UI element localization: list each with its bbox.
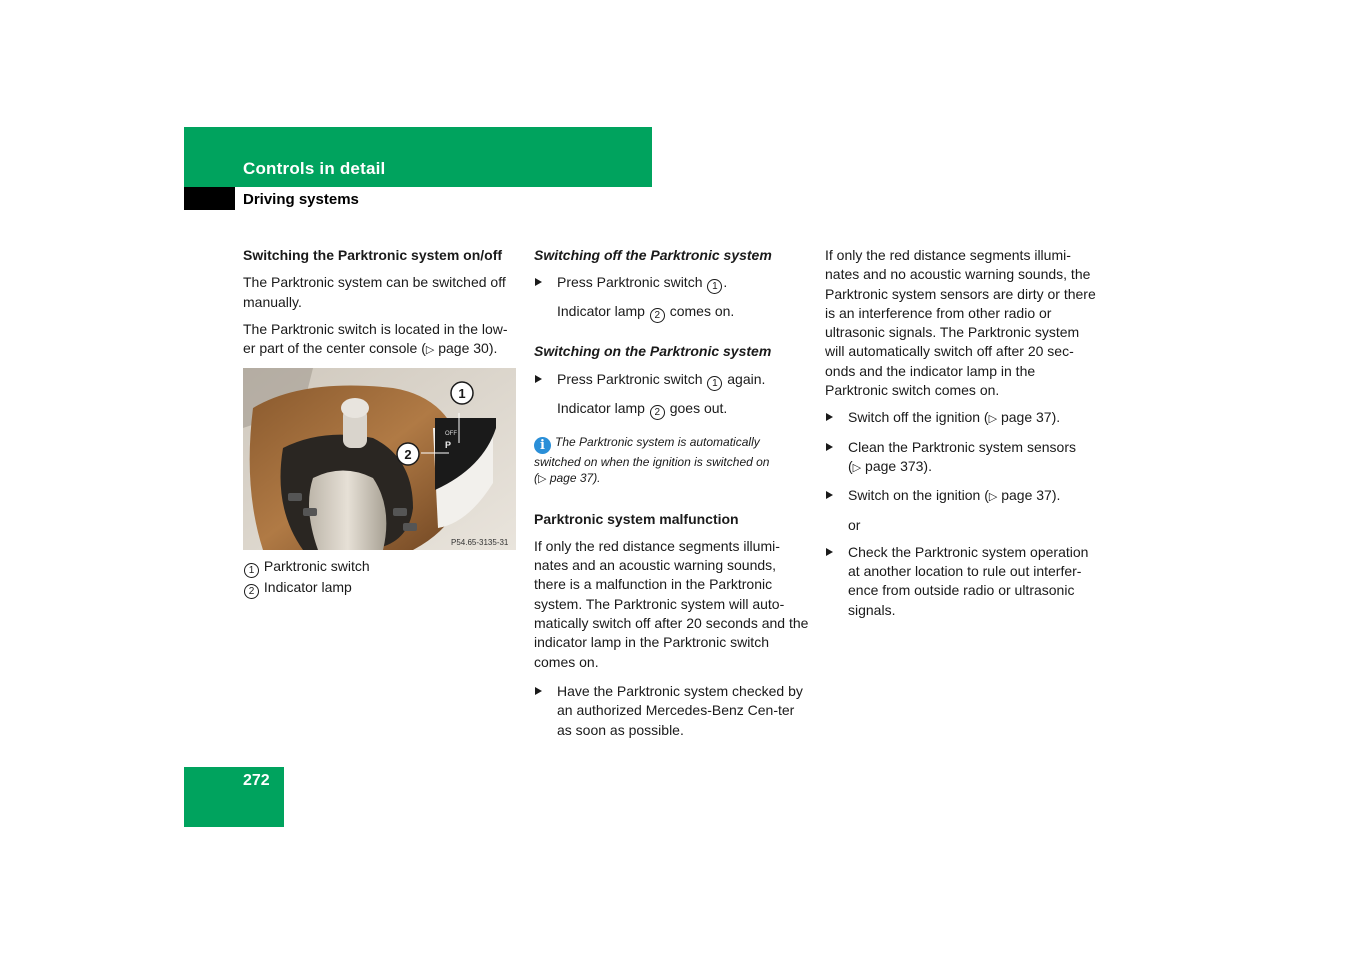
page-ref: page 37).: [1001, 487, 1061, 504]
info-note: [534, 434, 809, 488]
result-text: Indicator lamp: [557, 399, 645, 416]
step-text: Press Parktronic switch: [557, 370, 703, 387]
triangle-ref-icon: ▷: [425, 344, 435, 357]
legend-item: [243, 557, 518, 578]
paragraph-text: The Parktronic switch is located in the low-er part of the center console (: [243, 320, 508, 357]
bullet-arrow-icon: [826, 491, 833, 499]
ref-number: 2: [650, 405, 665, 420]
bullet-arrow-icon: [535, 278, 542, 286]
callout-2: 2: [404, 447, 412, 463]
note-text: The Parktronic system is automatically switched on when the ignition is switched on (: [534, 434, 770, 486]
step-text: Clean the Parktronic system sensors (: [848, 438, 1076, 474]
bullet-arrow-icon: [826, 548, 833, 556]
step-text: Press Parktronic switch: [557, 274, 703, 291]
heading-switching-off: Switching off the Parktronic system: [534, 247, 772, 263]
step-text: Switch on the ignition (: [848, 487, 989, 504]
bullet-arrow-icon: [535, 375, 542, 383]
step-text: Have the Parktronic system checked by an authorized Mercedes-Benz Cen-ter as soon as possible.: [557, 682, 803, 738]
callout-1: 1: [458, 386, 466, 402]
paragraph-malfunction: If only the red distance segments illumi-nates and an acoustic warning sounds, there is a malfunction in the Parktronic system. The Parktronic system will auto-matically switch off after 20 seconds and the indicator lamp in the Parktronic switch comes on.: [534, 537, 809, 670]
step-text: Switch off the ignition (: [848, 409, 989, 426]
legend-text: Parktronic switch: [263, 558, 370, 575]
chapter-title: Controls in detail: [243, 159, 386, 178]
page-number: 272: [243, 772, 270, 789]
step-ignition-off: [825, 408, 1100, 429]
result-lamp-on: [534, 302, 809, 323]
switch-off-label: OFF: [445, 431, 457, 438]
step-clean-sensors: [825, 438, 1100, 479]
step-text: Check the Parktronic system operation at another location to rule out interfer-ence from outside radio or ultrasonic signals.: [848, 543, 1089, 618]
heading-switching-on: Switching on the Parktronic system: [534, 343, 772, 360]
ref-number: 2: [650, 308, 665, 323]
legend-number: 1: [244, 563, 259, 578]
step-ignition-on: [825, 486, 1100, 507]
heading-switching-on-off: Switching the Parktronic system on/off: [243, 247, 503, 263]
or-text: or: [848, 516, 861, 533]
paragraph-switch-location: [243, 320, 518, 361]
page-ref: page 37).: [1000, 409, 1061, 426]
bullet-arrow-icon: [826, 443, 833, 451]
step-text: again.: [727, 370, 766, 387]
result-text: comes on.: [669, 303, 735, 320]
ref-number: 1: [707, 376, 722, 391]
result-lamp-off: [534, 399, 809, 420]
page-ref: page 30).: [438, 340, 498, 357]
step-text: .: [723, 274, 728, 291]
legend-item: [243, 578, 518, 599]
step-check-operation: [825, 543, 1100, 620]
step-press-switch-on: [534, 370, 809, 391]
page-ref: page 373).: [865, 457, 932, 474]
step-press-switch-off: [534, 273, 809, 294]
triangle-ref-icon: ▷: [988, 413, 998, 426]
section-marker: [184, 187, 235, 210]
triangle-ref-icon: ▷: [988, 491, 998, 504]
legend-text: Indicator lamp: [263, 579, 352, 596]
bullet-arrow-icon: [535, 687, 542, 695]
ref-number: 1: [707, 279, 722, 294]
section-title: Driving systems: [243, 191, 359, 208]
info-icon: i: [534, 437, 551, 454]
column-2: [534, 246, 809, 748]
figure-code: P54.65-3135-31: [451, 538, 509, 548]
bullet-arrow-icon: [826, 413, 833, 421]
triangle-ref-icon: ▷: [852, 461, 862, 474]
paragraph-sensors-dirty: If only the red distance segments illumi-nates and no acoustic warning sounds, the Parktronic system sensors are dirty or there is an interference from other radio or ultrasonic signals. The Parktronic system will automatically switch off after 20 sec-onds and the indicator lamp in the Parktronic switch comes on.: [825, 247, 1096, 399]
switch-p-label: P: [445, 440, 452, 451]
step-have-checked: [534, 682, 809, 740]
center-console-photo: [243, 368, 516, 550]
page-ref: page 37).: [549, 471, 601, 486]
column-1: [243, 246, 518, 599]
legend-number: 2: [244, 584, 259, 599]
result-text: goes out.: [669, 399, 728, 416]
result-text: Indicator lamp: [557, 303, 645, 320]
triangle-ref-icon: ▷: [538, 473, 547, 486]
heading-malfunction: Parktronic system malfunction: [534, 510, 739, 527]
paragraph-manual-switch: The Parktronic system can be switched off manually.: [243, 274, 506, 310]
column-3: [825, 246, 1100, 628]
